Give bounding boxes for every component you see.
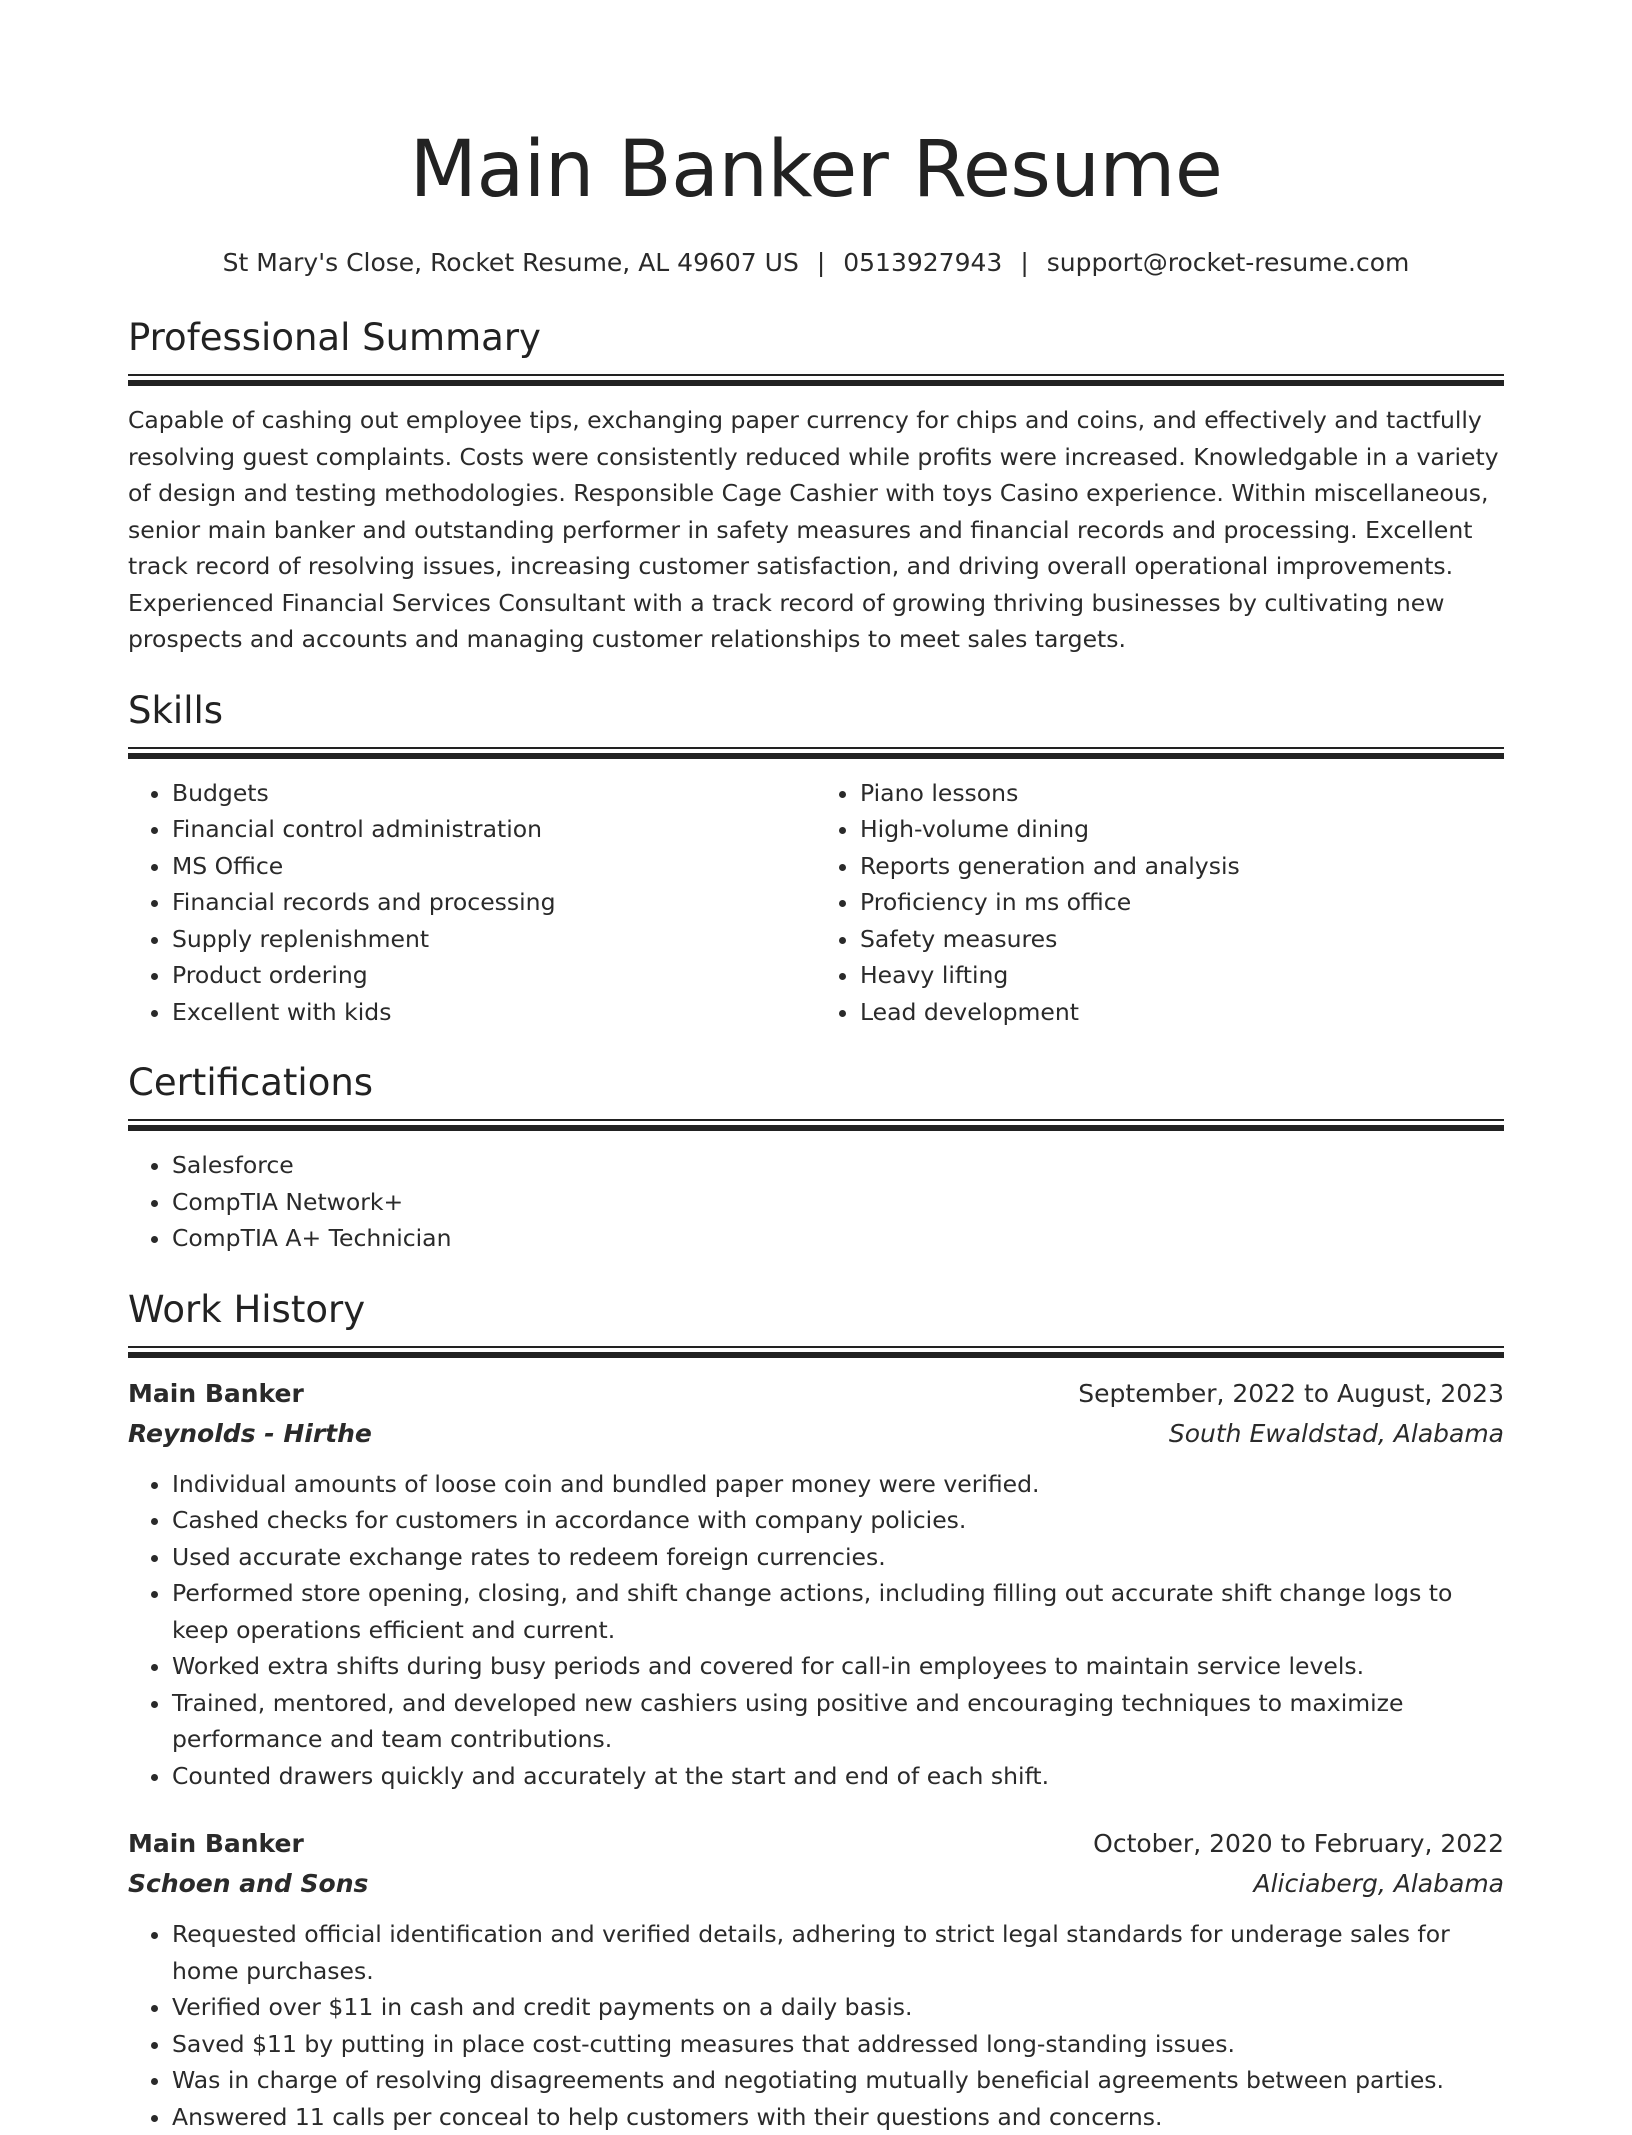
skill-item: • Piano lessons xyxy=(860,775,1504,812)
contact-line xyxy=(128,246,1504,280)
job-dates: October, 2020 to February, 2022 xyxy=(1093,1824,1504,1864)
skill-item: • Proficiency in ms office xyxy=(860,884,1504,921)
certification-item: • CompTIA A+ Technician xyxy=(172,1220,1504,1257)
skills-grid xyxy=(128,775,1504,1031)
skill-item: • Budgets xyxy=(172,775,816,812)
job-bullet: • Performed store opening, closing, and shift change actions, including filling out accurate shift change logs to keep operations efficient and current. xyxy=(172,1575,1504,1648)
resume-name: Main Banker Resume xyxy=(128,118,1504,222)
skill-item: • Supply replenishment xyxy=(172,921,816,958)
summary-title: Professional Summary xyxy=(128,314,1504,362)
job-company: Reynolds - Hirthe xyxy=(128,1414,372,1454)
skill-item: • Excellent with kids xyxy=(172,994,816,1031)
job-title: Main Banker xyxy=(128,1824,304,1864)
skills-title: Skills xyxy=(128,687,1504,735)
certifications-title: Certifications xyxy=(128,1059,1504,1107)
job-bullet: • Trained, mentored, and developed new cashiers using positive and encouraging techniques to maximize performance and team contributions. xyxy=(172,1685,1504,1758)
certification-item: • CompTIA Network+ xyxy=(172,1184,1504,1221)
skill-item: • Reports generation and analysis xyxy=(860,848,1504,885)
job-bullet: • Worked extra shifts during busy periods and covered for call-in employees to maintain service levels. xyxy=(172,1648,1504,1685)
skill-item: • Financial records and processing xyxy=(172,884,816,921)
section-rule xyxy=(128,1346,1504,1358)
job-entry xyxy=(128,1374,1504,1795)
job-bullet: • Counted drawers quickly and accurately at the start and end of each shift. xyxy=(172,1758,1504,1795)
certifications-list xyxy=(128,1147,1504,1257)
job-subheader xyxy=(128,1414,1504,1454)
work-title: Work History xyxy=(128,1286,1504,1334)
job-subheader xyxy=(128,1864,1504,1904)
skill-item: • Heavy lifting xyxy=(860,957,1504,994)
section-rule xyxy=(128,1119,1504,1131)
contact-separator: | xyxy=(1020,246,1028,280)
skills-section xyxy=(128,687,1504,1031)
certification-item: • Salesforce xyxy=(172,1147,1504,1184)
job-header xyxy=(128,1824,1504,1864)
job-dates: September, 2022 to August, 2023 xyxy=(1078,1374,1504,1414)
job-bullet: • Individual amounts of loose coin and bundled paper money were verified. xyxy=(172,1466,1504,1503)
job-bullet: • Cashed checks for customers in accordance with company policies. xyxy=(172,1502,1504,1539)
job-header xyxy=(128,1374,1504,1414)
job-bullet: • Verified over $11 in cash and credit payments on a daily basis. xyxy=(172,1989,1504,2026)
skill-item: • MS Office xyxy=(172,848,816,885)
job-bullet: • Saved $11 by putting in place cost-cutting measures that addressed long-standing issues. xyxy=(172,2026,1504,2063)
skill-item: • Lead development xyxy=(860,994,1504,1031)
job-entry xyxy=(128,1824,1504,2135)
job-bullet: • Requested official identification and verified details, adhering to strict legal standards for underage sales for home purchases. xyxy=(172,1916,1504,1989)
contact-address: St Mary's Close, Rocket Resume, AL 49607 US xyxy=(223,248,799,277)
skill-item: • Financial control administration xyxy=(172,811,816,848)
section-rule xyxy=(128,374,1504,386)
skill-item: • High-volume dining xyxy=(860,811,1504,848)
skill-item: • Safety measures xyxy=(860,921,1504,958)
job-bullets xyxy=(128,1466,1504,1795)
contact-separator: | xyxy=(817,246,825,280)
job-location: South Ewaldstad, Alabama xyxy=(1169,1414,1504,1454)
skills-list-left xyxy=(128,775,816,1031)
job-bullet: • Answered 11 calls per conceal to help customers with their questions and concerns. xyxy=(172,2099,1504,2135)
job-title: Main Banker xyxy=(128,1374,304,1414)
summary-text: Capable of cashing out employee tips, exchanging paper currency for chips and coins, and effectively and tactfully resolving guest complaints. Costs were consistently reduced while profits were increased. Knowledgable in a variety of design and testing methodologies. Responsible Cage Cashier with toys Casino experience. Within miscellaneous, senior main banker and outstanding performer in safety measures and financial records and processing. Excellent track record of resolving issues, increasing customer satisfaction, and driving overall operational improvements. Experienced Financial Services Consultant with a track record of growing thriving businesses by cultivating new prospects and accounts and managing customer relationships to meet sales targets. xyxy=(128,402,1504,658)
job-bullet: • Was in charge of resolving disagreements and negotiating mutually beneficial agreements between parties. xyxy=(172,2062,1504,2099)
job-bullets xyxy=(128,1916,1504,2135)
contact-email[interactable]: support@rocket-resume.com xyxy=(1047,248,1410,277)
summary-section xyxy=(128,314,1504,658)
skills-list-right xyxy=(816,775,1504,1031)
work-section xyxy=(128,1286,1504,2135)
certifications-section xyxy=(128,1059,1504,1257)
section-rule xyxy=(128,747,1504,759)
contact-phone: 0513927943 xyxy=(843,248,1002,277)
skill-item: • Product ordering xyxy=(172,957,816,994)
job-bullet: • Used accurate exchange rates to redeem foreign currencies. xyxy=(172,1539,1504,1576)
job-company: Schoen and Sons xyxy=(128,1864,368,1904)
job-location: Aliciaberg, Alabama xyxy=(1253,1864,1504,1904)
